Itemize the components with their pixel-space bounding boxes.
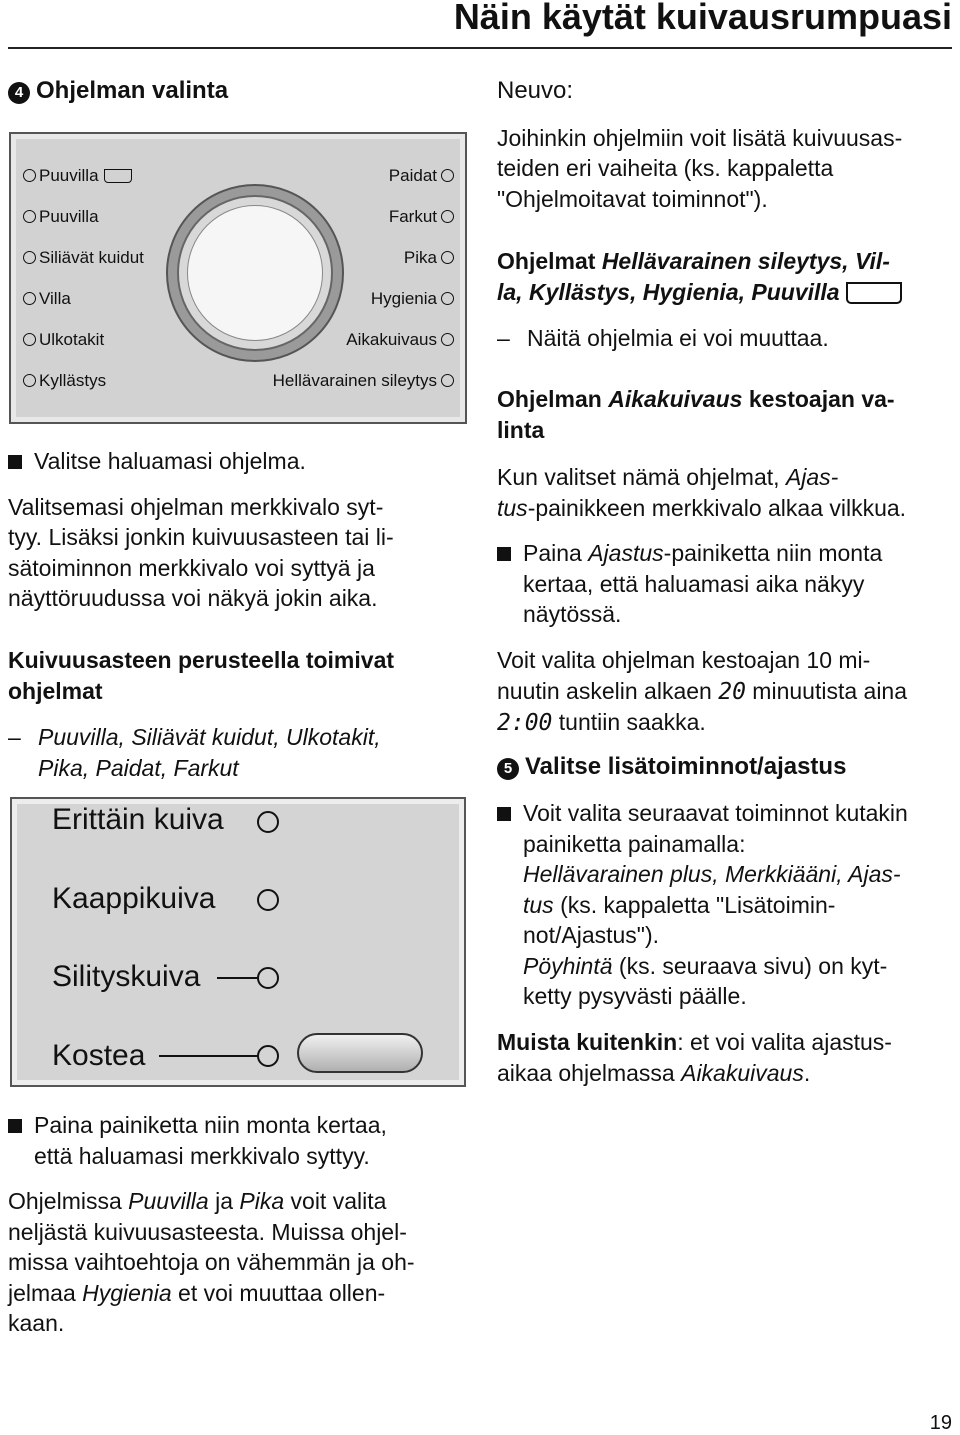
info-paragraph-dryness: Ohjelmissa Puuvilla ja Pika voit valita neljästä kuivuusasteesta. Muissa ohjel- missa vaihtoehtoja on vähemmän ja oh- jelmaa Hygienia et voi muuttaa ollen- kaan. xyxy=(8,1188,415,1336)
indicator-light-icon xyxy=(23,292,36,305)
indicator-light-icon xyxy=(257,1045,279,1067)
indicator-light-icon xyxy=(441,251,454,264)
dryness-label: Silityskuiva xyxy=(52,960,201,993)
tip-heading: Neuvo: xyxy=(497,77,574,104)
step-5-heading: 5 Valitse lisätoiminnot/ajastus xyxy=(497,752,957,783)
program-label: Villa xyxy=(23,289,71,309)
program-label: Aikakuivaus xyxy=(346,330,454,350)
reminder-text: Muista kuitenkin: et voi valita ajastus- aikaa ohjelmassa Aikakuivaus. xyxy=(497,1029,892,1086)
bullet-square-icon xyxy=(8,455,22,469)
step-number-badge: 5 xyxy=(497,758,519,780)
program-label: Ulkotakit xyxy=(23,330,104,350)
indicator-light-icon xyxy=(23,374,36,387)
indicator-light-icon xyxy=(257,889,279,911)
connector-line xyxy=(159,1055,257,1057)
indicator-light-icon xyxy=(23,251,36,264)
program-label: Kyllästys xyxy=(23,371,106,391)
header-rule xyxy=(8,47,952,49)
instruction-text-1: Valitse haluamasi ohjelma. Valitsemasi ohjelman merkkivalo syt- tyy. Lisäksi jonkin kuivuusasteen tai li- sätoiminnon merkkivalo voi syttyä ja näyttöruudussa voi näkyä jokin aika. xyxy=(8,448,394,611)
fixed-programs-note: – Näitä ohjelmia ei voi muuttaa. xyxy=(497,325,829,351)
program-dial[interactable] xyxy=(166,184,344,362)
program-list-dryness: – Puuvilla, Siliävät kuidut, Ulkotakit, Pika, Paidat, Farkut xyxy=(8,724,381,781)
program-label: Siliävät kuidut xyxy=(23,248,144,268)
tip-section: Neuvo: Joihinkin ohjelmiin voit lisätä kuivuusas- teiden eri vaiheita (ks. kappaletta "Ohjelmoitavat toiminnot"). xyxy=(497,76,957,214)
drying-rack-icon xyxy=(104,169,132,183)
indicator-light-icon xyxy=(441,210,454,223)
program-label: Puuvilla xyxy=(23,207,99,227)
page-header-title: Näin käytät kuivausrumpuasi xyxy=(453,0,952,37)
dryness-selector-panel xyxy=(10,797,466,1087)
step-4-heading xyxy=(8,76,458,107)
drying-rack-icon xyxy=(846,282,902,304)
dryness-label: Kaappikuiva xyxy=(52,882,216,915)
bullet-square-icon xyxy=(8,1119,22,1133)
bullet-square-icon xyxy=(497,807,511,821)
indicator-light-icon xyxy=(23,169,36,182)
indicator-light-icon xyxy=(23,210,36,223)
program-label: Farkut xyxy=(389,207,454,227)
instruction-text-2: Paina painiketta niin monta kertaa, että haluamasi merkkivalo syttyy. xyxy=(8,1110,458,1171)
indicator-light-icon xyxy=(441,169,454,182)
indicator-light-icon xyxy=(441,333,454,346)
display-digits: 2:00 xyxy=(497,710,553,736)
indicator-light-icon xyxy=(23,333,36,346)
program-label: Puuvilla xyxy=(23,166,132,186)
indicator-light-icon xyxy=(257,967,279,989)
display-digits: 20 xyxy=(718,678,746,705)
program-selector-panel xyxy=(9,132,467,424)
timed-drying-text: Kun valitset nämä ohjelmat, Ajas- tus-painikkeen merkkivalo alkaa vilkkua. xyxy=(497,464,907,521)
step-title: Ohjelman valinta xyxy=(36,77,229,104)
program-label: Paidat xyxy=(389,166,454,186)
timer-range-text: Voit valita ohjelman kestoajan 10 mi- nuutin askelin alkaen 20 minuutista aina 2:00 tuntiin saakka. xyxy=(497,647,908,736)
dryness-button[interactable] xyxy=(297,1033,423,1073)
dryness-label: Kostea xyxy=(52,1039,146,1072)
timed-drying-heading: Ohjelman Aikakuivaus kestoajan va- linta xyxy=(497,386,895,443)
indicator-light-icon xyxy=(257,811,279,833)
program-label: Hygienia xyxy=(371,289,454,309)
page-number: 19 xyxy=(929,1412,952,1434)
indicator-light-icon xyxy=(441,374,454,387)
connector-line xyxy=(217,977,257,979)
fixed-programs-heading: Ohjelmat Hellävarainen sileytys, Vil- la, Kyllästys, Hygienia, Puuvilla xyxy=(497,246,957,307)
program-label: Hellävarainen sileytys xyxy=(273,371,454,391)
extra-functions-text: Voit valita seuraavat toiminnot kutakin painiketta painamalla: Hellävarainen plus, Merkkiääni, Ajas- tus (ks. kappaletta "Lisätoimin- not/Ajastus"). Pöyhintä (ks. seuraava sivu) on kyt- ketty pysyvästi päälle. xyxy=(497,798,957,1012)
timer-instruction: Paina Ajastus-painiketta niin monta kertaa, että haluamasi aika näkyy näytössä. xyxy=(497,538,957,630)
section-heading-dryness: Kuivuusasteen perusteella toimivat ohjelmat xyxy=(8,647,395,704)
bullet-square-icon xyxy=(497,547,511,561)
step-number-badge: 4 xyxy=(8,82,30,104)
program-label: Pika xyxy=(404,248,454,268)
dryness-label: Erittäin kuiva xyxy=(52,803,224,836)
indicator-light-icon xyxy=(441,292,454,305)
